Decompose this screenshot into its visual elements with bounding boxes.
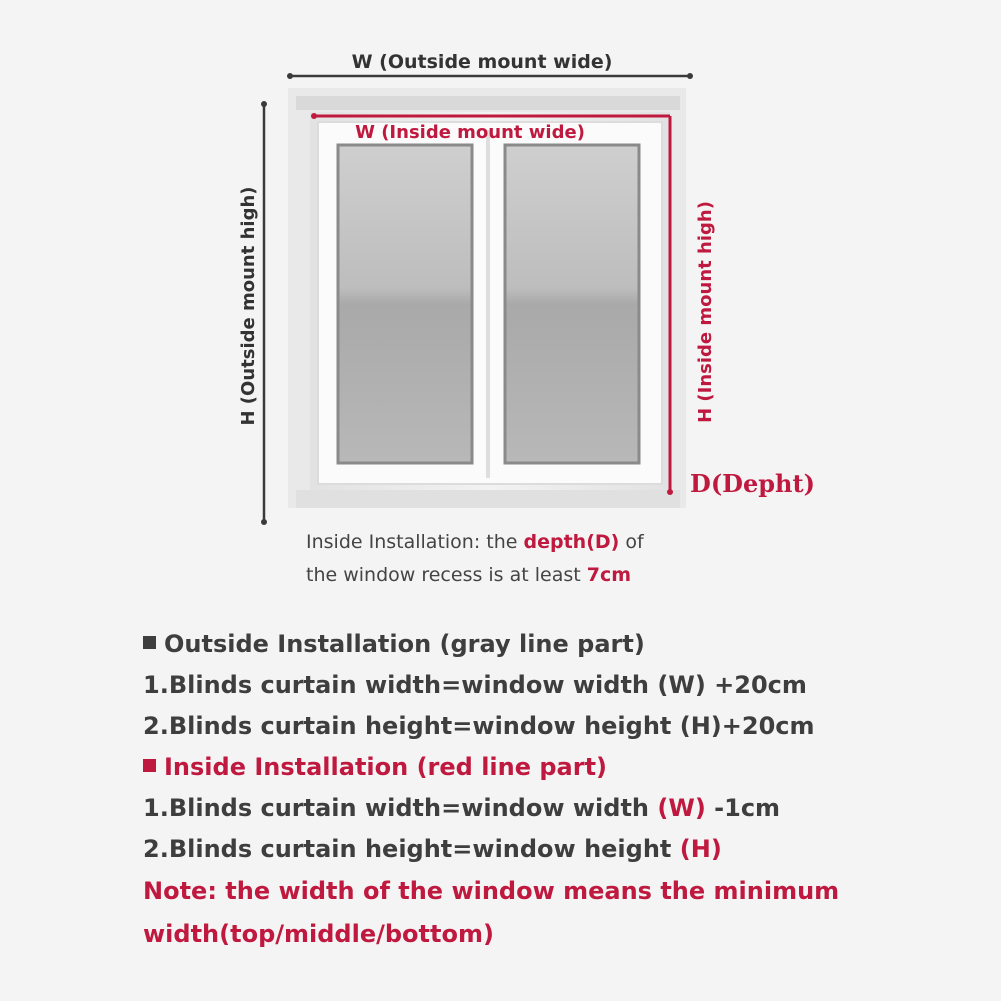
outside-height-line <box>261 101 267 525</box>
inside-width-label: W (Inside mount wide) <box>355 122 585 143</box>
installation-rules <box>143 624 983 956</box>
left-glass-pane <box>338 145 472 463</box>
outside-heading-text: Outside Installation (gray line part) <box>164 630 645 658</box>
inside-rule-1 <box>143 788 983 829</box>
inside-rule-2-var: (H) <box>679 835 722 863</box>
outside-heading <box>143 624 983 665</box>
inside-rule-1-text: 1.Blinds curtain width=window width <box>143 794 658 822</box>
inside-installation-caption <box>306 526 726 592</box>
caption-text-2: of <box>619 531 644 553</box>
right-glass-pane <box>505 145 639 463</box>
depth-label: D(Depht) <box>690 469 815 498</box>
outside-width-label: W (Outside mount wide) <box>351 51 613 73</box>
note-line-1: Note: the width of the window means the minimum <box>143 877 840 905</box>
caption-depth-word: depth(D) <box>523 531 620 553</box>
caption-text-3: the window recess is at least <box>306 564 587 586</box>
inside-height-label: H (Inside mount high) <box>695 201 716 423</box>
inside-rule-2 <box>143 829 983 870</box>
note-line-2: width(top/middle/bottom) <box>143 920 494 948</box>
gray-square-icon <box>143 636 156 649</box>
outside-height-label: H (Outside mount high) <box>238 186 259 426</box>
red-square-icon <box>143 759 156 772</box>
inside-heading <box>143 747 983 788</box>
inside-rule-1-var: (W) <box>657 794 706 822</box>
outside-rule-1: 1.Blinds curtain width=window width (W) +20cm <box>143 671 807 699</box>
outside-rule-2: 2.Blinds curtain height=window height (H)+20cm <box>143 712 815 740</box>
inside-rule-1-suffix: -1cm <box>705 794 781 822</box>
outside-width-line <box>287 73 693 79</box>
inside-rule-2-text: 2.Blinds curtain height=window height <box>143 835 680 863</box>
caption-min-depth: 7cm <box>586 564 632 586</box>
note <box>143 870 983 956</box>
caption-text-1: Inside Installation: the <box>306 531 524 553</box>
inside-heading-text: Inside Installation (red line part) <box>164 753 608 781</box>
